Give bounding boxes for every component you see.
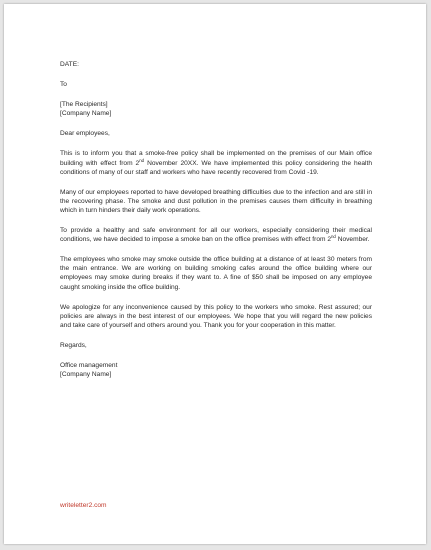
paragraph-3-part-a: To provide a healthy and safe environment for all our workers, especially considering their medical conditions, we have decided to impose a smoke ban on the office premises with effect from 2 [60,227,372,244]
salutation: Dear employees, [60,130,110,138]
paragraph-1-ordinal: nd [139,157,145,163]
document-page [4,4,426,544]
paragraph-3-part-b: November. [335,236,370,244]
paragraph-1-part-a: This is to inform you that a smoke-free policy shall be implemented on the premises of our Main office building with effect from 2 [60,150,372,167]
paragraph-5: We apologize for any inconvenience caused by this policy to the workers who smoke. Rest assured; our policies are always in the best interest of our employees. We hope that you will regard the new policies and take care of yourself and others around you. Thank you for your cooperation in this matter. [60,303,372,329]
signature-company: [Company Name] [60,371,112,379]
signature: Office management [60,361,118,369]
paragraph-4: The employees who smoke may smoke outside the office building at a distance of at least 30 meters from the main entrance. We are working on building smoking cafes around the office building where our employees may smoke during breaks if they want to. A fine of $50 shall be imposed on any employee caught smoking inside the office building. [60,256,372,291]
footer-website-link[interactable]: writeletter2.com [60,502,107,509]
paragraph-2: Many of our employees reported to have developed breathing difficulties due to the infection and are still in the recovering phase. The smoke and dust pollution in the premises causes them difficulty in breathing which in turn hinders their daily work operations. [60,188,372,214]
recipients: [The Recipients] [60,101,108,109]
closing: Regards, [60,341,87,349]
paragraph-1-part-b: November 20XX. We have implemented this policy considering the health conditions of many of our staff and workers who have recently recovered from Covid -19. [60,159,372,176]
paragraph-1 [60,149,372,176]
paragraph-3 [60,226,372,244]
company-name: [Company Name] [60,110,112,118]
date-label: DATE: [60,61,79,68]
letter-body [60,60,372,379]
paragraph-3-ordinal: nd [330,233,336,239]
to-label: To [60,81,67,89]
